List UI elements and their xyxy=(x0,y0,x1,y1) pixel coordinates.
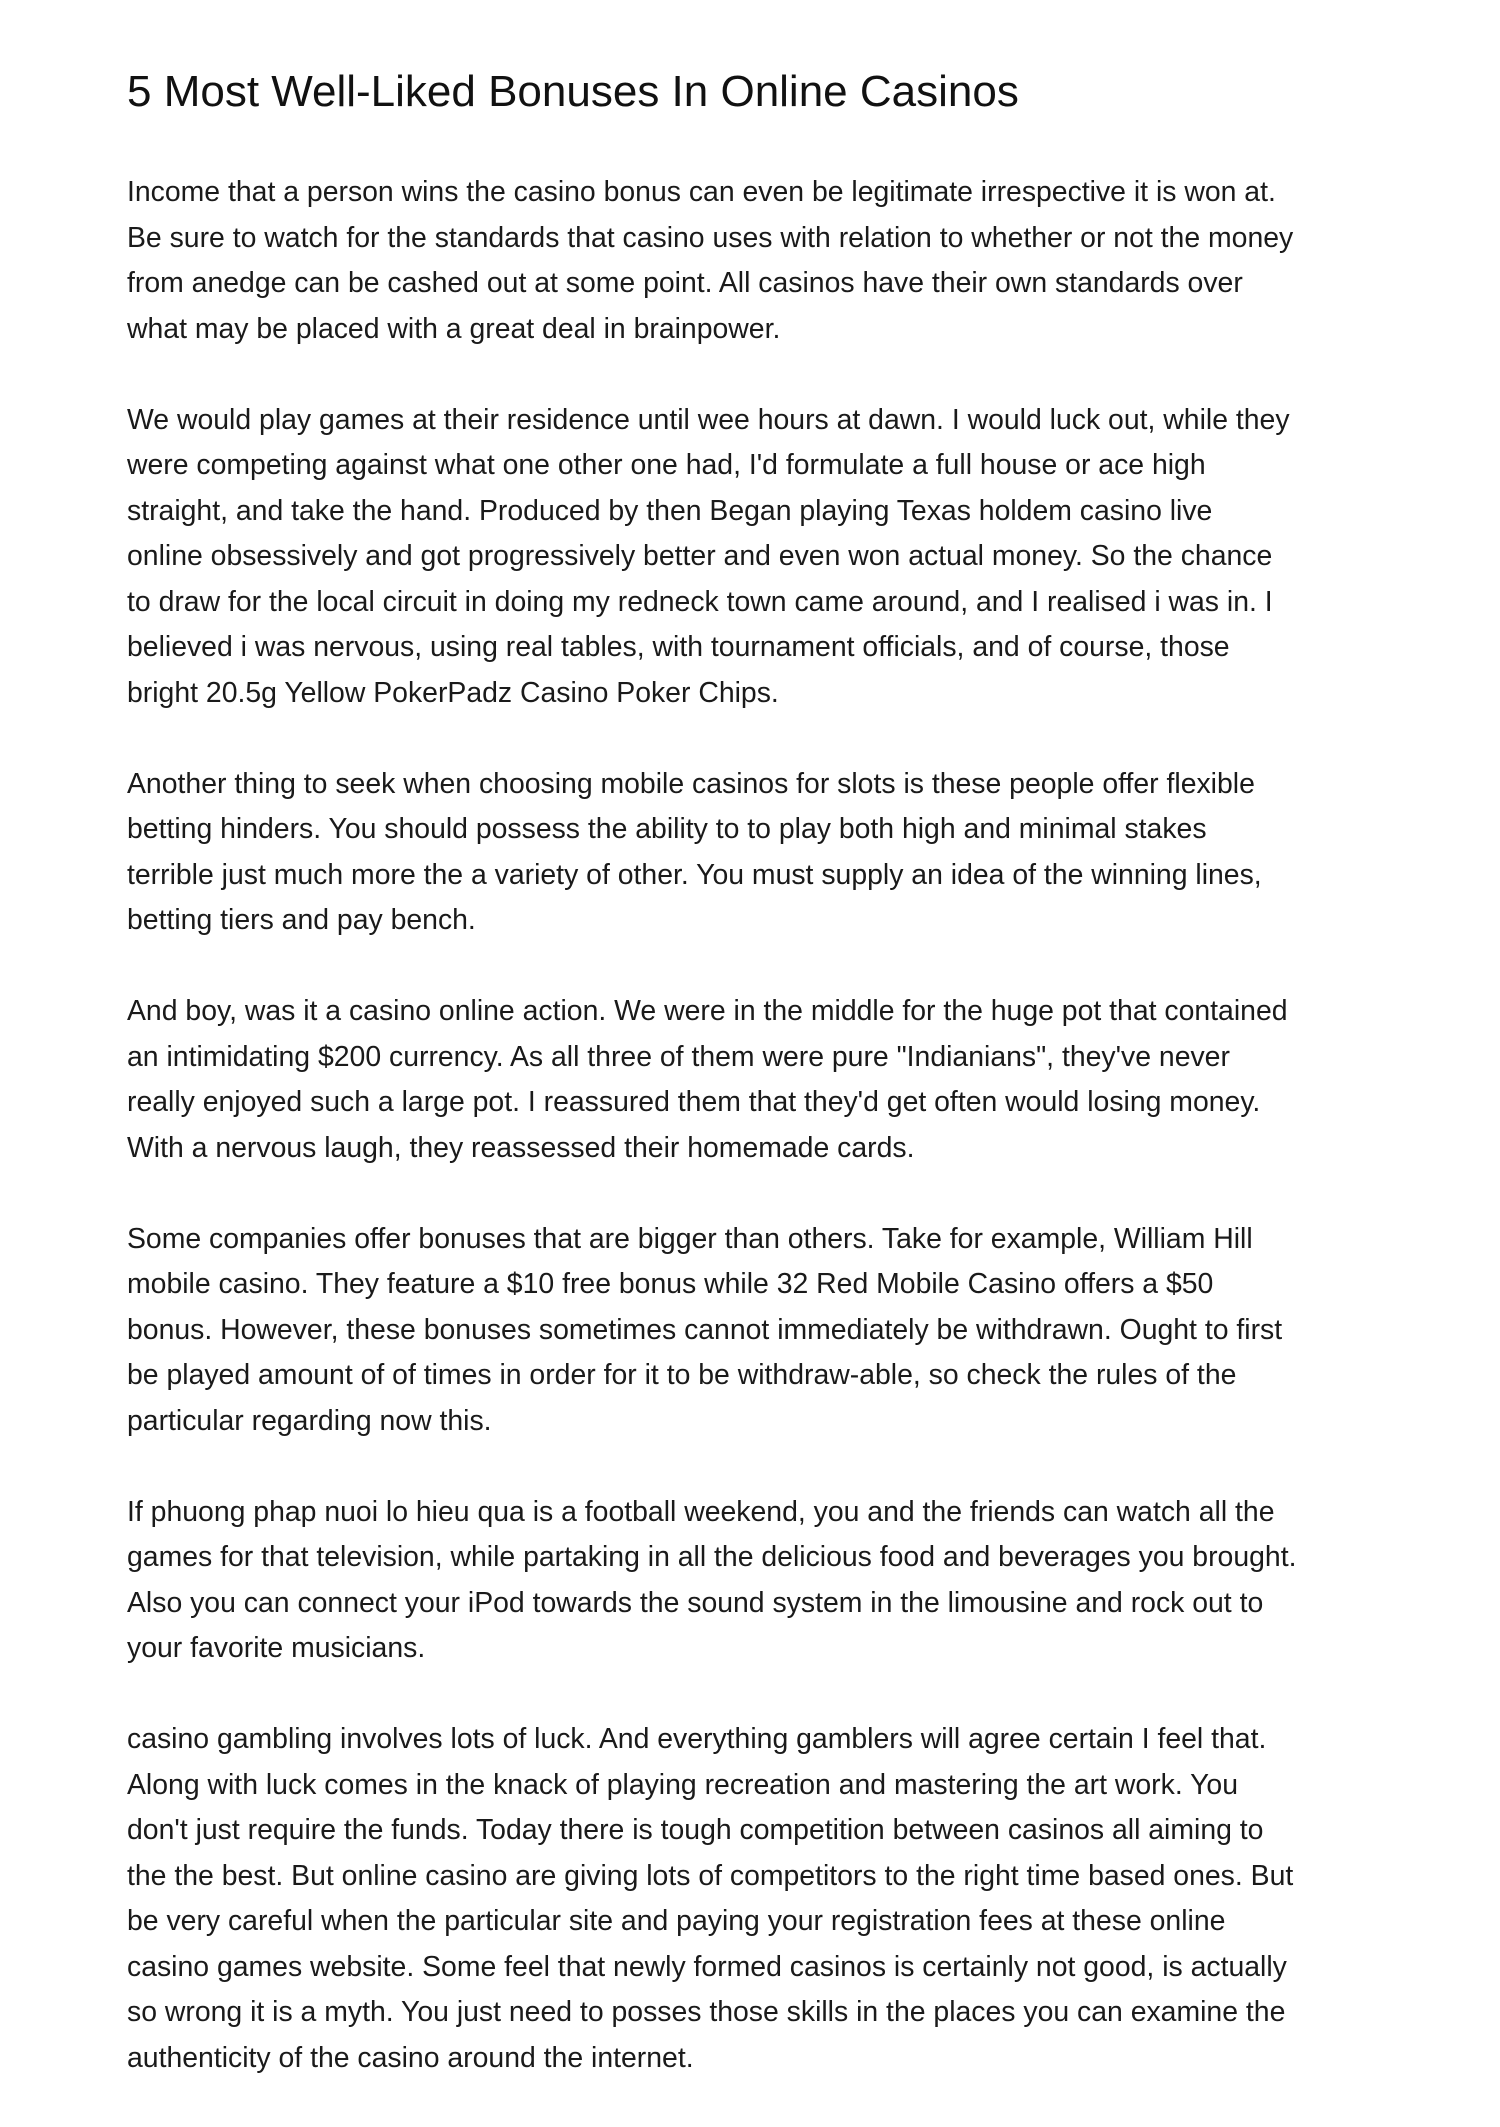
paragraph-5: Some companies offer bonuses that are bigger than others. Take for example, William Hill mobile casino. They feature a $10 free bonus while 32 Red Mobile Casino offers a $50 bonus. However, these bonuses sometimes cannot immediately be withdrawn. Ought to first be played amount of of times in order for it to be withdraw-able, so check the rules of the particular regarding now this. xyxy=(127,1222,1283,1437)
paragraph-6: If phuong phap nuoi lo hieu qua is a football weekend, you and the friends can watch all the games for that television, while partaking in all the delicious food and beverages you brought. Also you can connect your iPod towards the sound system in the limousine and rock out to your favorite musicians. xyxy=(127,1495,1297,1664)
paragraph-2: We would play games at their residence until wee hours at dawn. I would luck out, while they were competing against what one other one had, I'd formulate a full house or ace high straight, and take the hand. Produced by then Began playing Texas holdem casino live online obsessively and got progressively better and even won actual money. So the chance to draw for the local circuit in doing my redneck town came around, and I realised i was in. I believed i was nervous, using real tables, with tournament officials, and of course, those bright 20.5g Yellow PokerPadz Casino Poker Chips. xyxy=(127,403,1290,709)
paragraph-7: casino gambling involves lots of luck. And everything gamblers will agree certain I feel that. Along with luck comes in the knack of playing recreation and mastering the art work. You don't just require the funds. Today there is tough competition between casinos all aiming to the the best. But online casino are giving lots of competitors to the right time based ones. But be very careful when the particular site and paying your registration fees at these online casino games website. Some feel that newly formed casinos is certainly not good, is actually so wrong it is a myth. You just need to posses those skills in the places you can examine the authenticity of the casino around the internet. xyxy=(127,1723,1294,2074)
article-body xyxy=(127,170,1387,2127)
paragraph-4: And boy, was it a casino online action. We were in the middle for the huge pot that contained an intimidating $200 currency. As all three of them were pure "Indianians", they've never really enjoyed such a large pot. I reassured them that they'd get often would losing money. With a nervous laugh, they reassessed their homemade cards. xyxy=(127,995,1288,1164)
paragraph-1: Income that a person wins the casino bonus can even be legitimate irrespective it is won at. Be sure to watch for the standards that casino uses with relation to whether or not the money from anedge can be cashed out at some point. All casinos have their own standards over what may be placed with a great deal in brainpower. xyxy=(127,176,1294,345)
paragraph-3: Another thing to seek when choosing mobile casinos for slots is these people offer flexible betting hinders. You should possess the ability to to play both high and minimal stakes terrible just much more the a variety of other. You must supply an idea of the winning lines, betting tiers and pay bench. xyxy=(127,767,1262,936)
page-title: 5 Most Well-Liked Bonuses In Online Casinos xyxy=(127,67,1019,116)
